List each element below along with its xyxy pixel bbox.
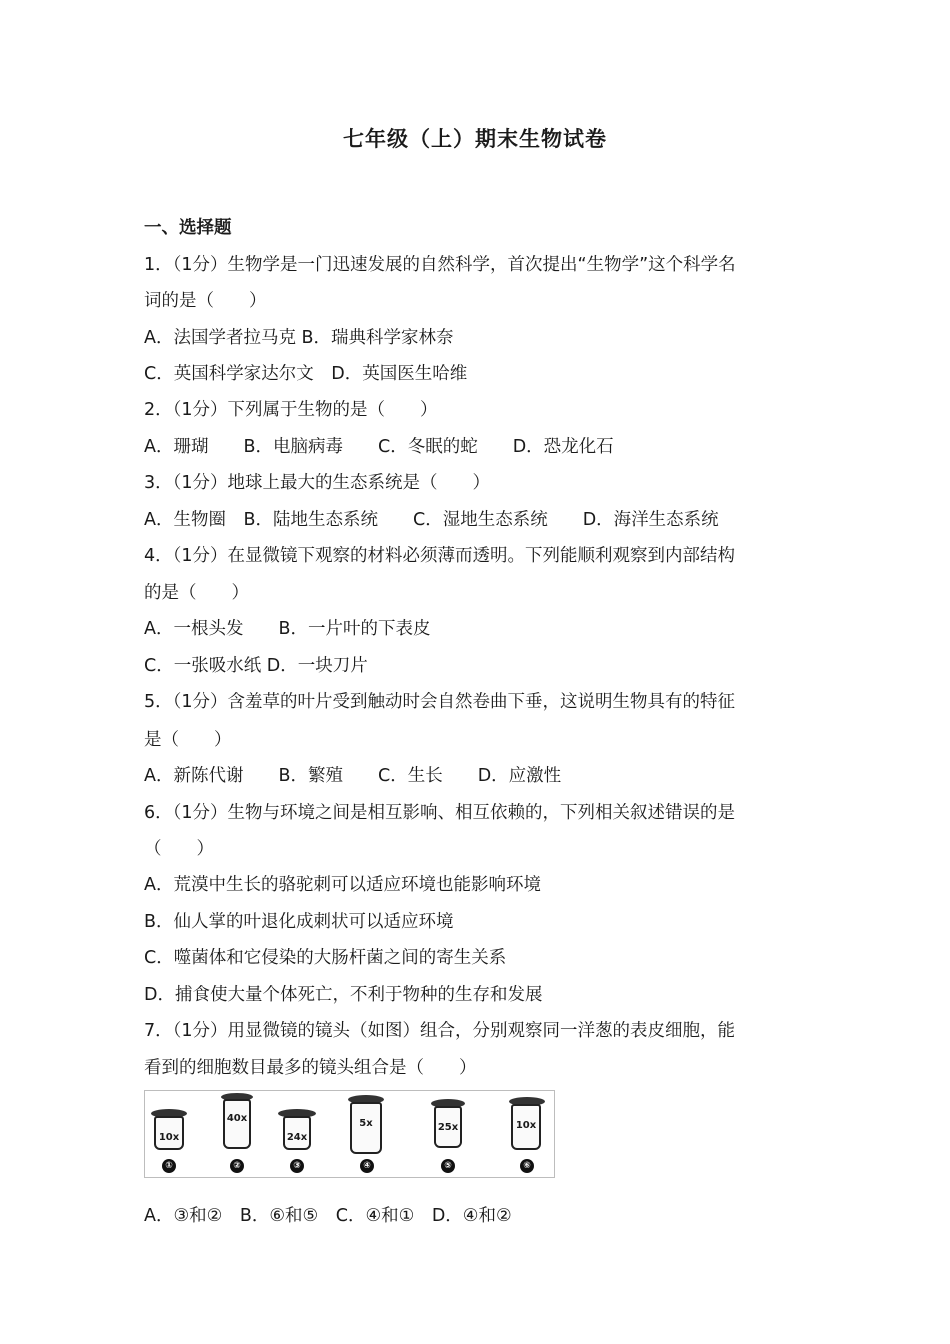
lens-number: ① [162, 1159, 176, 1173]
page-title: 七年级（上）期末生物试卷 [343, 127, 607, 151]
text-line: 词的是（ ） [144, 291, 267, 311]
lens-4 [345, 1095, 389, 1177]
lens-barrel: 40x [223, 1099, 251, 1149]
text-line: 5．（1分）含羞草的叶片受到触动时会自然卷曲下垂，这说明生物具有的特征 [144, 692, 736, 712]
text-line: 6．（1分）生物与环境之间是相互影响、相互依赖的，下列相关叙述错误的是 [144, 803, 736, 823]
text-line: （ ） [144, 839, 214, 859]
lens-number: ⑤ [441, 1159, 455, 1173]
lens-1 [149, 1109, 191, 1177]
text-line: 2．（1分）下列属于生物的是（ ） [144, 400, 438, 420]
lens-2 [217, 1093, 259, 1177]
lens-barrel: 10x [511, 1104, 541, 1150]
text-line: 1．（1分）生物学是一门迅速发展的自然科学，首次提出“生物学”这个科学名 [144, 255, 736, 275]
text-line: 4．（1分）在显微镜下观察的材料必须薄而透明。下列能顺利观察到内部结构 [144, 546, 736, 566]
lens-number: ④ [360, 1159, 374, 1173]
lens-6 [505, 1097, 549, 1177]
lens-barrel: 5x [350, 1102, 382, 1154]
lens-barrel: 25x [434, 1106, 462, 1148]
text-line: C．一张吸水纸 D．一块刀片 [144, 656, 368, 676]
text-line: C．英国科学家达尔文 D．英国医生哈维 [144, 364, 468, 384]
text-line: A．一根头发 B．一片叶的下表皮 [144, 619, 431, 639]
lens-number: ⑥ [520, 1159, 534, 1173]
text-line: A．珊瑚 B．电脑病毒 C．冬眠的蛇 D．恐龙化石 [144, 437, 614, 457]
text-line: 看到的细胞数目最多的镜头组合是（ ） [144, 1058, 477, 1078]
lens-3 [276, 1109, 318, 1177]
lens-barrel: 24x [283, 1116, 311, 1150]
text-line: 3．（1分）地球上最大的生态系统是（ ） [144, 473, 491, 493]
text-line: C．噬菌体和它侵染的大肠杆菌之间的寄生关系 [144, 948, 507, 968]
lens-5 [427, 1099, 471, 1177]
text-line: A．法国学者拉马克 B．瑞典科学家林奈 [144, 328, 454, 348]
lens-figure [144, 1090, 555, 1178]
text-line: A．③和② B．⑥和⑤ C．④和① D．④和② [144, 1206, 512, 1226]
lens-number: ② [230, 1159, 244, 1173]
text-line: B．仙人掌的叶退化成刺状可以适应环境 [144, 912, 454, 932]
text-line: 是（ ） [144, 730, 232, 750]
lens-number: ③ [290, 1159, 304, 1173]
text-line: A．生物圈 B．陆地生态系统 C．湿地生态系统 D．海洋生态系统 [144, 510, 719, 530]
section-heading: 一、选择题 [144, 218, 232, 238]
lens-barrel: 10x [154, 1116, 184, 1150]
text-line: 的是（ ） [144, 583, 249, 603]
text-line: A．荒漠中生长的骆驼刺可以适应环境也能影响环境 [144, 875, 541, 895]
text-line: A．新陈代谢 B．繁殖 C．生长 D．应激性 [144, 766, 562, 786]
text-line: 7．（1分）用显微镜的镜头（如图）组合，分别观察同一洋葱的表皮细胞，能 [144, 1021, 736, 1041]
text-line: D．捕食使大量个体死亡，不利于物种的生存和发展 [144, 985, 543, 1005]
